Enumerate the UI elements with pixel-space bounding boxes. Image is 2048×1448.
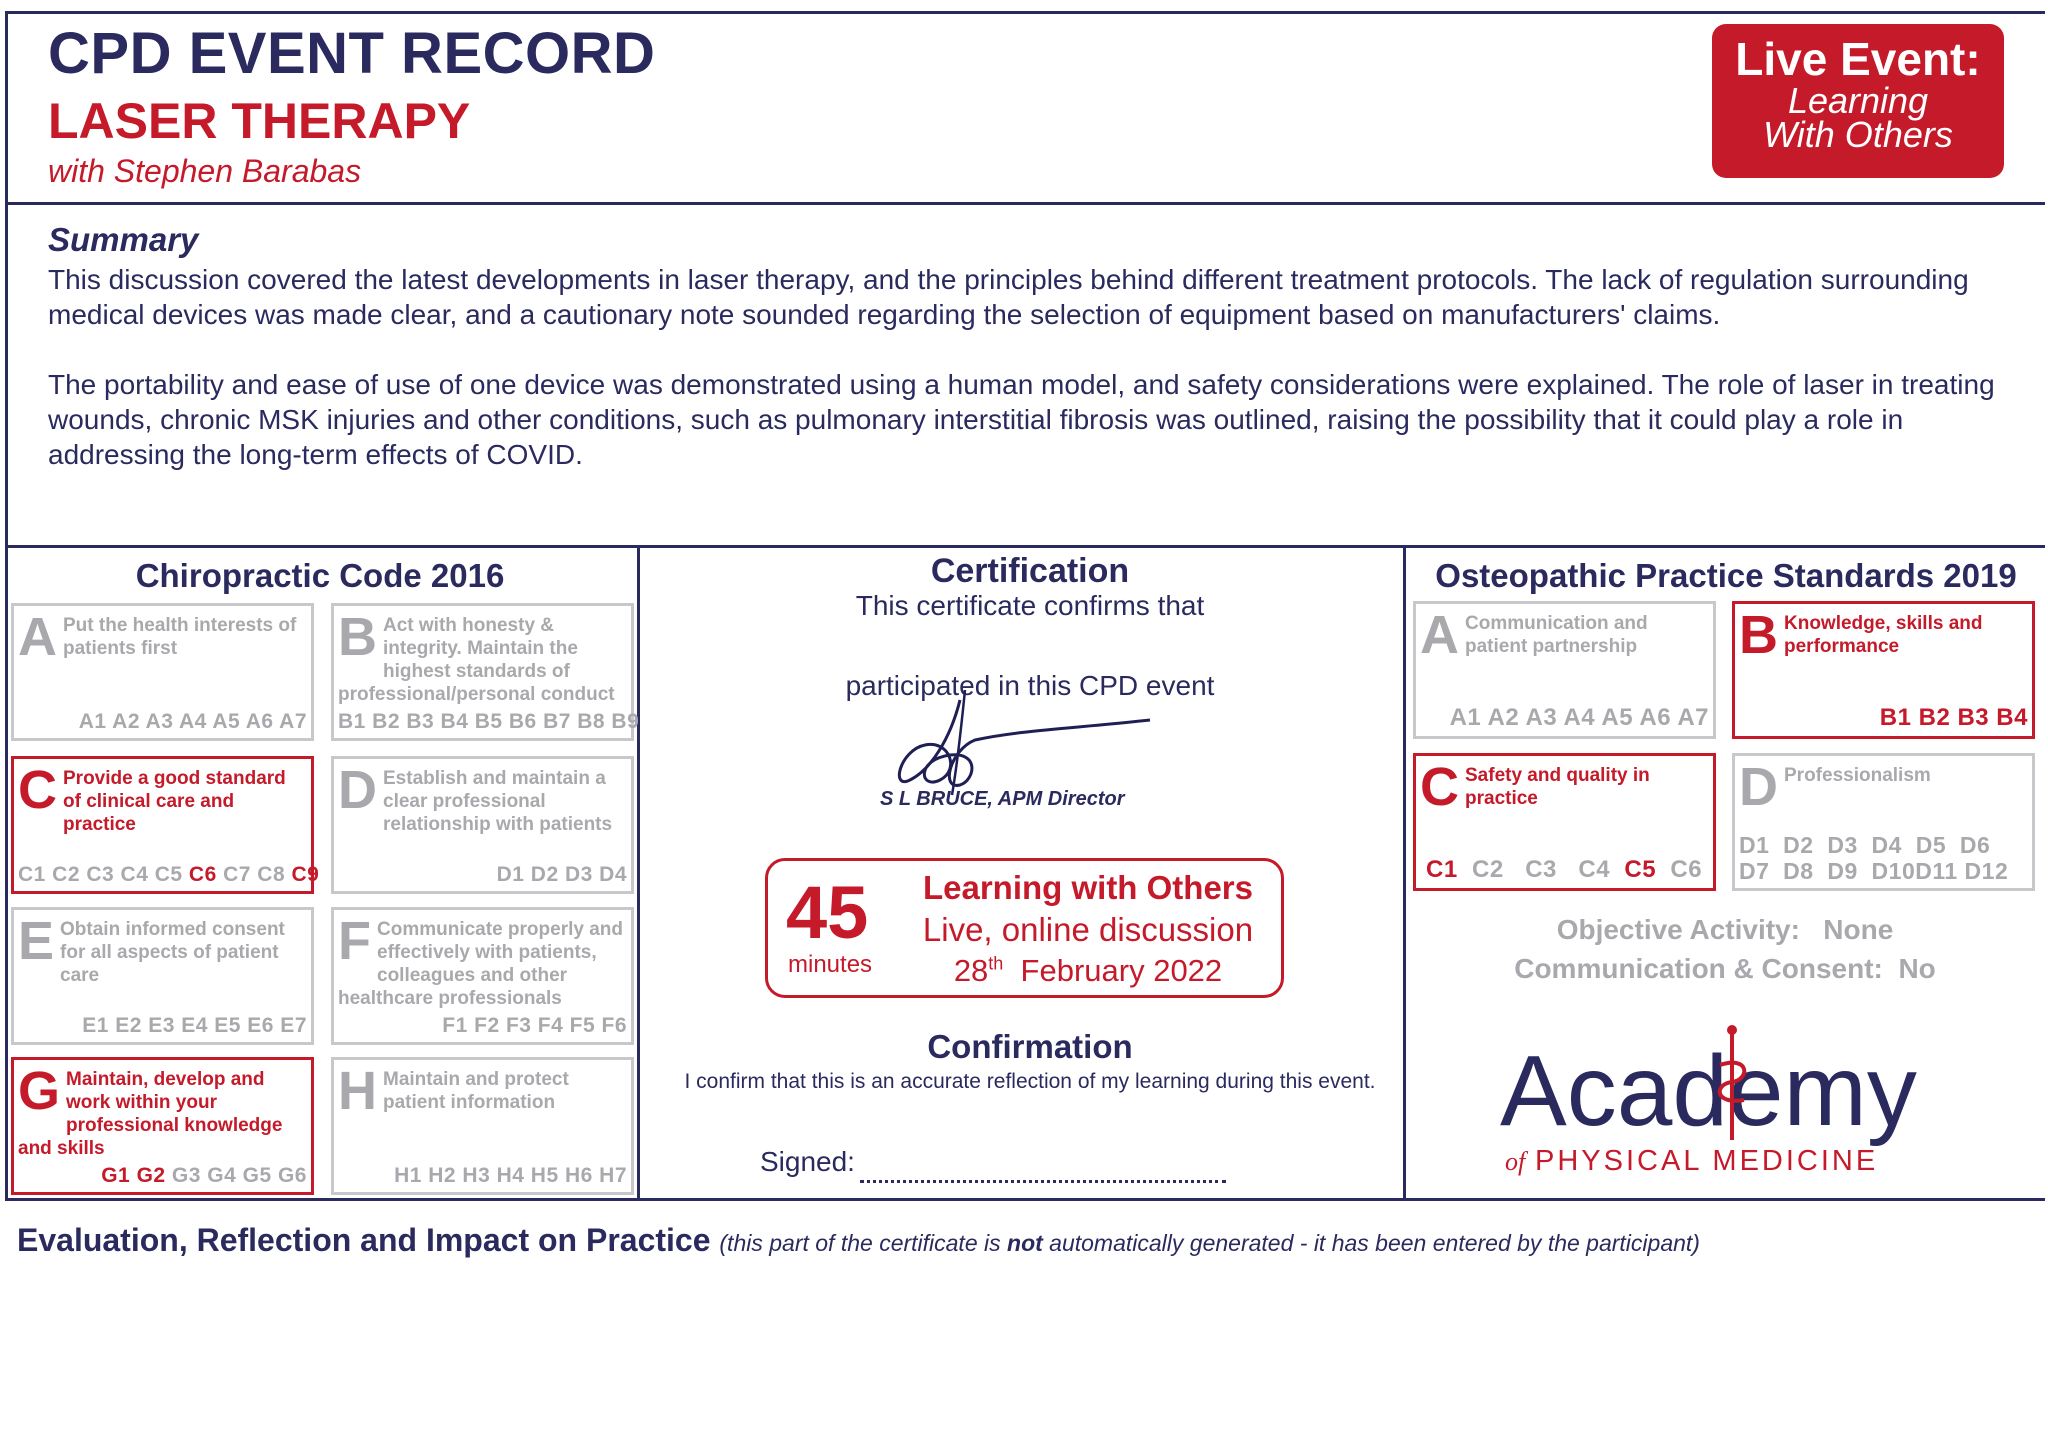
osteo-codes-d: D1 D2 D3 D4 D5 D6 D7 D8 D9 D10D11 D12 [1739,832,2009,884]
chiro-letter-c: C [18,760,57,820]
osteo-desc-d: Professionalism [1784,765,1931,786]
signed-label: Signed: [760,1146,855,1177]
chiro-codes-a: A1 A2 A3 A4 A5 A6 A7 [78,710,307,733]
academy-logo [1500,1020,1960,1180]
chiro-desc-a: Put the health interests of patients first [63,615,297,659]
column-divider-right [1403,545,1406,1200]
chiro-codes-d: D1 D2 D3 D4 [496,863,627,886]
osteo-letter-a: A [1420,605,1459,665]
event-date: 28th February 2022 [953,953,1223,988]
osteo-codes-a: A1 A2 A3 A4 A5 A6 A7 [1449,704,1709,731]
osteo-codes-c: C1 C2 C3 C4 C5 C6 [1426,856,1703,883]
event-details-box [765,858,1284,998]
chiro-title: Chiropractic Code 2016 [135,557,505,594]
header-divider [5,202,2045,205]
chiro-letter-g: G [18,1061,61,1121]
chiro-box-f [331,907,634,1045]
chiro-codes-f: F1 F2 F3 F4 F5 F6 [442,1014,627,1037]
chiro-desc-h: Maintain and protect patient information [383,1069,569,1113]
osteo-box-b [1732,601,2035,739]
osteo-box-c [1413,753,1716,891]
course-title: LASER THERAPY [48,93,471,149]
chiro-letter-e: E [18,911,55,971]
duration-unit: minutes [788,951,873,978]
chiro-box-e [11,907,314,1045]
badge-line1: Live Event: [1735,33,1981,85]
osteo-box-a [1413,601,1716,739]
chiro-desc-g: Maintain, develop and work within your professional knowledge and skills [18,1069,283,1159]
summary-divider [5,545,2045,548]
logo-prefix: of [1505,1147,1526,1176]
chiro-box-b [331,603,640,741]
chiro-letter-h: H [338,1061,377,1121]
osteo-letter-d: D [1739,757,1778,817]
director-name: S L BRUCE, APM Director [880,788,1125,810]
osteo-codes-b: B1 B2 B3 B4 [1879,704,2028,731]
confirmation-text: I confirm that this is an accurate reflection of my learning during this event. [684,1070,1376,1093]
chiro-letter-f: F [338,911,371,971]
column-divider-left [637,545,640,1200]
summary-heading: Summary [48,221,199,258]
event-type: Learning with Others [922,869,1254,906]
evaluation-note: (this part of the certificate is not automatically generated - it has been entered by the participant) [719,1230,1700,1256]
chiro-desc-e: Obtain informed consent for all aspects of patient care [60,919,285,986]
signature-line[interactable] [860,1180,1226,1183]
chiro-desc-c: Provide a good standard of clinical care and practice [63,768,286,835]
event-format: Live, online discussion [922,911,1254,948]
osteo-letter-c: C [1420,757,1459,817]
certification-confirms-text: This certificate confirms that [855,590,1205,621]
chiro-codes-h: H1 H2 H3 H4 H5 H6 H7 [394,1164,627,1187]
live-event-badge [1712,24,2004,178]
osteo-letter-b: B [1739,605,1778,665]
summary-paragraph-1: This discussion covered the latest developments in laser therapy, and the principles behind different treatment protocols. The lack of regulation surrounding medical devices was made clear, and a cautionary note sounded regarding the selection of equipment based on manufacturers' claims. [48,264,1969,330]
chiro-desc-d: Establish and maintain a clear professional relationship with patients [383,768,613,835]
chiro-box-c [11,756,320,894]
certification-participated-text: participated in this CPD event [845,670,1215,701]
chiro-desc-f: Communicate properly and effectively with patients, colleagues and other healthcare professionals [338,919,623,1009]
chiro-codes-g: G1 G2 G3 G4 G5 G6 [101,1164,307,1187]
communication-consent: Communication & Consent: No [1514,953,1936,984]
chiro-codes-c: C1 C2 C3 C4 C5 C6 C7 C8 C9 [18,863,320,886]
chiro-codes-e: E1 E2 E3 E4 E5 E6 E7 [82,1014,307,1037]
chiro-box-h [331,1057,634,1195]
summary-paragraph-2: The portability and ease of use of one device was demonstrated using a human model, and safety considerations were explained. The role of laser in treating wounds, chronic MSK injuries and other conditions, such as pulmonary interstitial fibrosis was outlined, raising the possibility that it could play a role in addressing the long-term effects of COVID. [48,369,1995,470]
chiro-box-g [11,1057,314,1195]
chiro-box-a [11,603,314,741]
badge-line2: Learning [1787,80,1929,121]
osteo-title: Osteopathic Practice Standards 2019 [1435,557,2017,594]
record-title: CPD EVENT RECORD [48,21,656,86]
certification-title: Certification [930,552,1130,590]
logo-tagline: PHYSICAL MEDICINE [1535,1145,1879,1177]
osteo-desc-b: Knowledge, skills and performance [1784,613,1983,657]
evaluation-title: Evaluation, Reflection and Impact on Practice (this part of the certificate is not automatically generated - it has been entered by the participant) [17,1222,1700,1258]
logo-name: Academy [1500,1035,1917,1147]
osteo-box-d [1732,753,2035,891]
osteo-desc-c: Safety and quality in practice [1465,765,1650,809]
chiro-letter-b: B [338,607,377,667]
confirmation-title: Confirmation [927,1028,1133,1065]
presenter-name: with Stephen Barabas [48,153,362,189]
chiro-codes-b: B1 B2 B3 B4 B5 B6 B7 B8 B9 [338,710,640,733]
chiro-box-d [331,756,634,894]
osteo-desc-a: Communication and patient partnership [1465,613,1648,657]
chiro-letter-d: D [338,760,377,820]
duration-value: 45 [786,871,869,954]
objective-activity: Objective Activity: None [1556,914,1894,945]
chiro-letter-a: A [18,607,57,667]
chiro-desc-b: Act with honesty & integrity. Maintain the highest standards of professional/personal conduct [338,615,615,705]
badge-line3: With Others [1763,114,1953,155]
